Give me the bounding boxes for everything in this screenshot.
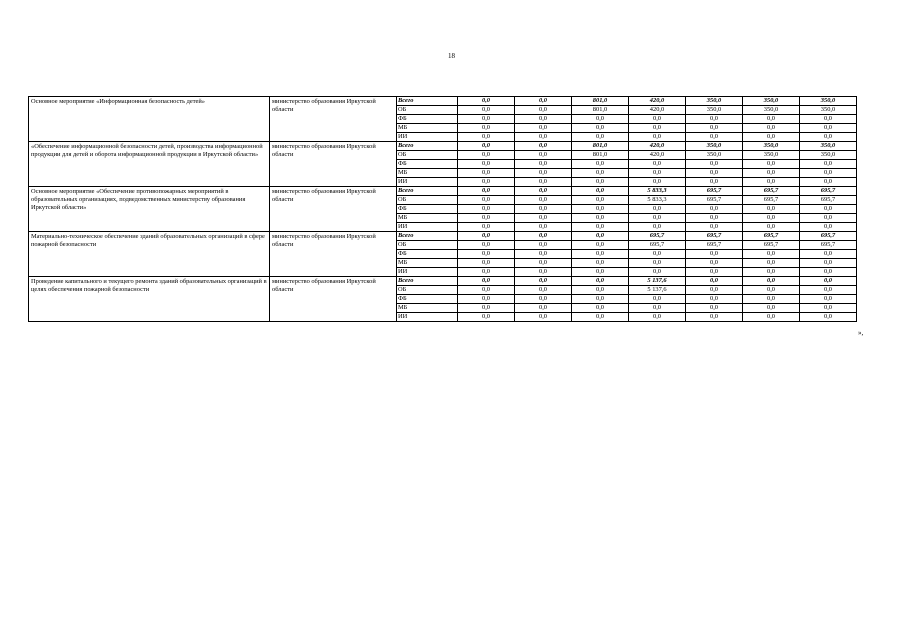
amount-cell: 0,0 (686, 169, 743, 178)
amount-cell: 0,0 (458, 196, 515, 205)
amount-cell: 0,0 (743, 115, 800, 124)
activity-name: Проведение капитального и текущего ремонта зданий образовательных организаций в целях обеспечения пожарной безопасности (29, 277, 270, 322)
amount-cell: 350,0 (743, 142, 800, 151)
amount-cell: 0,0 (458, 97, 515, 106)
amount-cell: 695,7 (629, 232, 686, 241)
amount-cell: 0,0 (572, 223, 629, 232)
activity-name: Основное мероприятие «Информационная безопасность детей» (29, 97, 270, 142)
amount-cell: 0,0 (743, 169, 800, 178)
amount-cell: 0,0 (515, 106, 572, 115)
amount-cell: 0,0 (800, 268, 857, 277)
amount-cell: 350,0 (743, 106, 800, 115)
amount-cell: 695,7 (629, 241, 686, 250)
amount-cell: 0,0 (515, 295, 572, 304)
amount-cell: 0,0 (800, 277, 857, 286)
funding-source: ИИ (397, 133, 458, 142)
amount-cell: 0,0 (743, 133, 800, 142)
amount-cell: 0,0 (458, 259, 515, 268)
amount-cell: 0,0 (515, 313, 572, 322)
amount-cell: 0,0 (686, 178, 743, 187)
amount-cell: 0,0 (458, 295, 515, 304)
funding-source: Всего (397, 142, 458, 151)
amount-cell: 0,0 (629, 160, 686, 169)
amount-cell: 0,0 (515, 214, 572, 223)
activity-name: Материально-техническое обеспечение зданий образовательных организаций в сфере пожарной безопасности (29, 232, 270, 277)
amount-cell: 0,0 (629, 313, 686, 322)
amount-cell: 0,0 (515, 286, 572, 295)
page-number: 18 (448, 52, 455, 60)
amount-cell: 0,0 (800, 160, 857, 169)
amount-cell: 0,0 (686, 259, 743, 268)
funding-source: ОБ (397, 286, 458, 295)
amount-cell: 0,0 (743, 124, 800, 133)
amount-cell: 0,0 (572, 196, 629, 205)
amount-cell: 801,0 (572, 97, 629, 106)
amount-cell: 0,0 (686, 115, 743, 124)
amount-cell: 0,0 (458, 187, 515, 196)
amount-cell: 0,0 (686, 295, 743, 304)
amount-cell: 801,0 (572, 106, 629, 115)
amount-cell: 350,0 (686, 142, 743, 151)
amount-cell: 0,0 (743, 160, 800, 169)
amount-cell: 695,7 (743, 196, 800, 205)
amount-cell: 0,0 (743, 223, 800, 232)
amount-cell: 0,0 (629, 304, 686, 313)
funding-source: ОБ (397, 196, 458, 205)
amount-cell: 0,0 (515, 232, 572, 241)
amount-cell: 0,0 (800, 259, 857, 268)
funding-source: ФБ (397, 160, 458, 169)
amount-cell: 0,0 (515, 259, 572, 268)
amount-cell: 0,0 (572, 268, 629, 277)
amount-cell: 0,0 (515, 133, 572, 142)
amount-cell: 0,0 (572, 133, 629, 142)
funding-table (28, 96, 857, 322)
funding-source: МБ (397, 169, 458, 178)
amount-cell: 0,0 (743, 259, 800, 268)
amount-cell: 0,0 (572, 214, 629, 223)
amount-cell: 5 137,6 (629, 286, 686, 295)
amount-cell: 0,0 (629, 223, 686, 232)
amount-cell: 420,0 (629, 142, 686, 151)
amount-cell: 0,0 (458, 133, 515, 142)
amount-cell: 0,0 (800, 178, 857, 187)
amount-cell: 0,0 (458, 169, 515, 178)
amount-cell: 0,0 (800, 169, 857, 178)
amount-cell: 0,0 (629, 268, 686, 277)
table-row-total (29, 232, 857, 241)
amount-cell: 0,0 (458, 232, 515, 241)
amount-cell: 695,7 (800, 241, 857, 250)
amount-cell: 0,0 (743, 304, 800, 313)
funding-table-body (29, 97, 857, 322)
amount-cell: 0,0 (629, 178, 686, 187)
amount-cell: 0,0 (629, 259, 686, 268)
amount-cell: 350,0 (686, 97, 743, 106)
amount-cell: 420,0 (629, 97, 686, 106)
amount-cell: 0,0 (458, 106, 515, 115)
amount-cell: 0,0 (629, 124, 686, 133)
funding-source: ИИ (397, 223, 458, 232)
amount-cell: 0,0 (743, 178, 800, 187)
amount-cell: 0,0 (800, 133, 857, 142)
amount-cell: 0,0 (743, 268, 800, 277)
amount-cell: 695,7 (800, 196, 857, 205)
amount-cell: 0,0 (800, 313, 857, 322)
amount-cell: 0,0 (629, 133, 686, 142)
table-row-total (29, 97, 857, 106)
amount-cell: 0,0 (515, 250, 572, 259)
amount-cell: 0,0 (800, 124, 857, 133)
funding-source: ФБ (397, 115, 458, 124)
amount-cell: 0,0 (800, 304, 857, 313)
amount-cell: 0,0 (686, 250, 743, 259)
amount-cell: 695,7 (686, 196, 743, 205)
amount-cell: 0,0 (743, 214, 800, 223)
amount-cell: 0,0 (458, 115, 515, 124)
amount-cell: 0,0 (515, 97, 572, 106)
funding-source: МБ (397, 259, 458, 268)
table-row-total (29, 277, 857, 286)
amount-cell: 0,0 (800, 115, 857, 124)
amount-cell: 0,0 (458, 205, 515, 214)
responsible-executor: министерство образования Иркутской области (270, 232, 397, 277)
amount-cell: 0,0 (800, 295, 857, 304)
funding-source: Всего (397, 187, 458, 196)
amount-cell: 0,0 (458, 313, 515, 322)
amount-cell: 0,0 (515, 160, 572, 169)
amount-cell: 0,0 (686, 205, 743, 214)
amount-cell: 0,0 (572, 259, 629, 268)
amount-cell: 0,0 (458, 241, 515, 250)
amount-cell: 0,0 (800, 223, 857, 232)
amount-cell: 0,0 (515, 304, 572, 313)
amount-cell: 0,0 (458, 124, 515, 133)
funding-source: ОБ (397, 241, 458, 250)
amount-cell: 350,0 (686, 151, 743, 160)
amount-cell: 695,7 (743, 232, 800, 241)
amount-cell: 0,0 (629, 295, 686, 304)
amount-cell: 801,0 (572, 151, 629, 160)
funding-source: Всего (397, 97, 458, 106)
amount-cell: 0,0 (686, 268, 743, 277)
funding-source: ОБ (397, 151, 458, 160)
amount-cell: 0,0 (572, 205, 629, 214)
amount-cell: 0,0 (572, 304, 629, 313)
amount-cell: 695,7 (686, 241, 743, 250)
amount-cell: 0,0 (572, 250, 629, 259)
closing-quote-mark: », (858, 329, 864, 337)
amount-cell: 0,0 (743, 205, 800, 214)
amount-cell: 0,0 (572, 115, 629, 124)
amount-cell: 350,0 (800, 142, 857, 151)
amount-cell: 350,0 (800, 106, 857, 115)
amount-cell: 350,0 (800, 151, 857, 160)
amount-cell: 0,0 (572, 313, 629, 322)
amount-cell: 695,7 (743, 187, 800, 196)
amount-cell: 0,0 (800, 214, 857, 223)
responsible-executor: министерство образования Иркутской области (270, 187, 397, 232)
activity-name: Основное мероприятие «Обеспечение противопожарных мероприятий в образовательных организациях, подведомственных министерству образования Иркутской области» (29, 187, 270, 232)
amount-cell: 5 833,3 (629, 187, 686, 196)
amount-cell: 0,0 (572, 124, 629, 133)
amount-cell: 0,0 (686, 133, 743, 142)
table-row-total (29, 187, 857, 196)
funding-source: МБ (397, 124, 458, 133)
amount-cell: 0,0 (743, 250, 800, 259)
amount-cell: 0,0 (629, 205, 686, 214)
amount-cell: 0,0 (515, 115, 572, 124)
amount-cell: 0,0 (515, 205, 572, 214)
amount-cell: 0,0 (743, 286, 800, 295)
amount-cell: 0,0 (572, 178, 629, 187)
amount-cell: 0,0 (800, 250, 857, 259)
funding-source: Всего (397, 277, 458, 286)
amount-cell: 0,0 (572, 286, 629, 295)
amount-cell: 0,0 (515, 223, 572, 232)
amount-cell: 0,0 (686, 313, 743, 322)
amount-cell: 695,7 (800, 232, 857, 241)
amount-cell: 0,0 (800, 286, 857, 295)
funding-source: ФБ (397, 295, 458, 304)
amount-cell: 0,0 (686, 277, 743, 286)
funding-source: Всего (397, 232, 458, 241)
amount-cell: 0,0 (515, 151, 572, 160)
amount-cell: 350,0 (800, 97, 857, 106)
amount-cell: 0,0 (458, 277, 515, 286)
amount-cell: 0,0 (572, 160, 629, 169)
amount-cell: 0,0 (515, 277, 572, 286)
funding-source: ИИ (397, 268, 458, 277)
amount-cell: 0,0 (458, 304, 515, 313)
amount-cell: 350,0 (743, 97, 800, 106)
amount-cell: 0,0 (629, 250, 686, 259)
funding-source: МБ (397, 214, 458, 223)
amount-cell: 0,0 (458, 160, 515, 169)
amount-cell: 0,0 (686, 124, 743, 133)
amount-cell: 5 833,3 (629, 196, 686, 205)
amount-cell: 0,0 (629, 214, 686, 223)
funding-source: ОБ (397, 106, 458, 115)
funding-source: ФБ (397, 250, 458, 259)
amount-cell: 0,0 (743, 277, 800, 286)
responsible-executor: министерство образования Иркутской области (270, 97, 397, 142)
amount-cell: 0,0 (743, 295, 800, 304)
amount-cell: 0,0 (800, 205, 857, 214)
amount-cell: 420,0 (629, 151, 686, 160)
responsible-executor: министерство образования Иркутской области (270, 277, 397, 322)
amount-cell: 0,0 (572, 169, 629, 178)
amount-cell: 420,0 (629, 106, 686, 115)
funding-source: ФБ (397, 205, 458, 214)
amount-cell: 0,0 (515, 178, 572, 187)
amount-cell: 0,0 (458, 268, 515, 277)
amount-cell: 0,0 (458, 142, 515, 151)
responsible-executor: министерство образования Иркутской области (270, 142, 397, 187)
amount-cell: 0,0 (458, 250, 515, 259)
amount-cell: 0,0 (572, 277, 629, 286)
amount-cell: 0,0 (572, 295, 629, 304)
funding-source: ИИ (397, 178, 458, 187)
table-row-total (29, 142, 857, 151)
amount-cell: 0,0 (686, 160, 743, 169)
amount-cell: 0,0 (572, 232, 629, 241)
amount-cell: 695,7 (686, 187, 743, 196)
amount-cell: 0,0 (515, 142, 572, 151)
amount-cell: 0,0 (515, 268, 572, 277)
amount-cell: 0,0 (458, 286, 515, 295)
amount-cell: 0,0 (515, 124, 572, 133)
amount-cell: 0,0 (458, 223, 515, 232)
amount-cell: 0,0 (686, 214, 743, 223)
amount-cell: 0,0 (515, 196, 572, 205)
amount-cell: 0,0 (515, 169, 572, 178)
amount-cell: 350,0 (686, 106, 743, 115)
amount-cell: 0,0 (629, 169, 686, 178)
funding-source: ИИ (397, 313, 458, 322)
amount-cell: 695,7 (686, 232, 743, 241)
amount-cell: 801,0 (572, 142, 629, 151)
amount-cell: 0,0 (686, 304, 743, 313)
amount-cell: 0,0 (686, 286, 743, 295)
amount-cell: 0,0 (458, 214, 515, 223)
amount-cell: 0,0 (515, 187, 572, 196)
amount-cell: 695,7 (743, 241, 800, 250)
amount-cell: 0,0 (629, 115, 686, 124)
amount-cell: 0,0 (572, 241, 629, 250)
amount-cell: 5 137,6 (629, 277, 686, 286)
amount-cell: 695,7 (800, 187, 857, 196)
funding-source: МБ (397, 304, 458, 313)
amount-cell: 0,0 (743, 313, 800, 322)
activity-name: «Обеспечение информационной безопасности детей, производства информационной продукции для детей и оборота информационной продукции в Иркутской области» (29, 142, 270, 187)
amount-cell: 0,0 (458, 178, 515, 187)
amount-cell: 0,0 (515, 241, 572, 250)
amount-cell: 0,0 (572, 187, 629, 196)
amount-cell: 350,0 (743, 151, 800, 160)
amount-cell: 0,0 (458, 151, 515, 160)
amount-cell: 0,0 (686, 223, 743, 232)
